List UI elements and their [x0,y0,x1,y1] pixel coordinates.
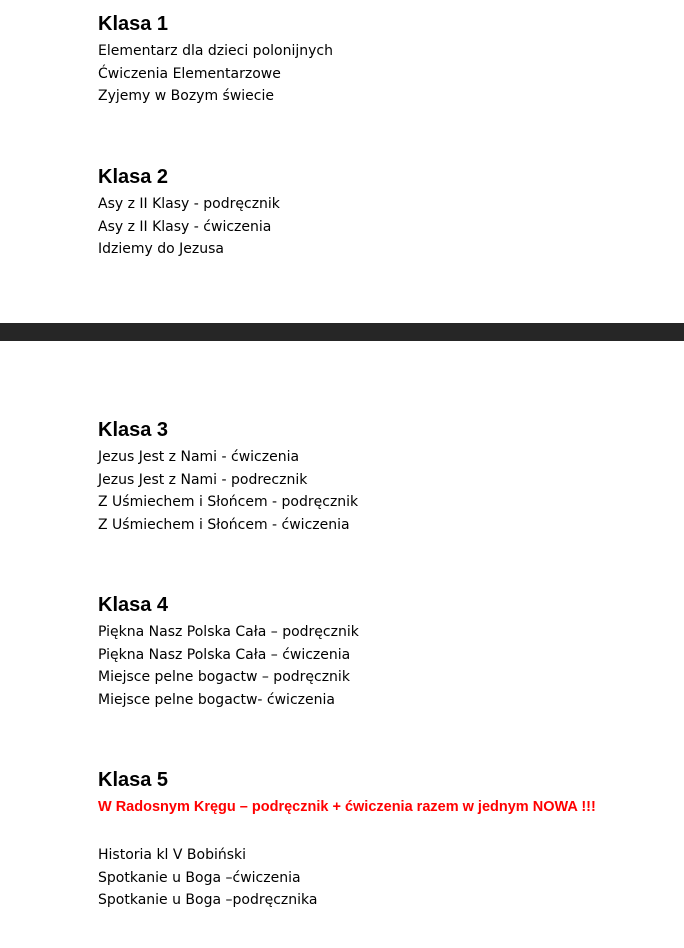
section-klasa-4 [98,593,359,711]
new-edition-notice: W Radosnym Kręgu – podręcznik + ćwiczenia razem w jednym NOWA !!! [98,799,596,815]
section-heading: Klasa 4 [98,594,169,616]
list-item: Z Uśmiechem i Słońcem - podręcznik [98,494,359,510]
list-item: Jezus Jest z Nami - podrecznik [98,471,308,488]
section-heading: Klasa 5 [98,769,169,791]
list-item: Spotkanie u Boga –podręcznika [98,892,318,908]
list-item: Zyjemy w Bozym świecie [98,88,274,104]
list-item: Asy z II Klasy - ćwiczenia [98,218,272,235]
section-klasa-1 [98,12,333,108]
list-item: Miejsce pelne bogactw – podręcznik [98,669,350,685]
list-item: Spotkanie u Boga –ćwiczenia [98,869,301,886]
list-item: Miejsce pelne bogactw- ćwiczenia [98,691,335,708]
list-item: Asy z II Klasy - podręcznik [98,196,280,212]
section-heading: Klasa 2 [98,166,169,188]
page-divider [0,323,684,341]
section-heading: Klasa 1 [98,13,169,35]
list-item: Jezus Jest z Nami - ćwiczenia [98,449,300,465]
list-item: Ćwiczenia Elementarzowe [98,65,281,82]
list-item: Piękna Nasz Polska Cała – ćwiczenia [98,646,351,663]
section-klasa-3 [98,418,358,536]
list-item: Piękna Nasz Polska Cała – podręcznik [98,624,359,640]
list-item: Idziemy do Jezusa [98,241,224,257]
section-heading: Klasa 3 [98,419,169,441]
section-klasa-5 [98,768,596,912]
list-item: Historia kl V Bobiński [98,847,247,863]
list-item: Elementarz dla dzieci polonijnych [98,43,333,59]
list-item: Z Uśmiechem i Słońcem - ćwiczenia [98,516,350,533]
section-klasa-2 [98,165,280,261]
